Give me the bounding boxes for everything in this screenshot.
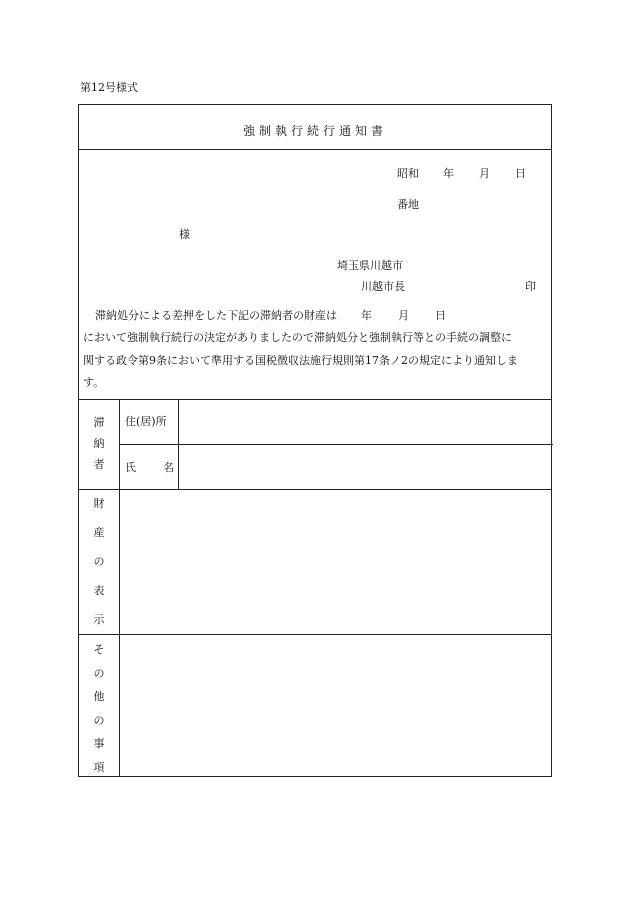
date-month: 月 [479,167,490,180]
delinquent-label [79,414,119,477]
property-char-4: 表 [93,584,105,597]
name-label-1: 氏 [125,461,136,474]
property-char-2: 産 [93,526,105,539]
delinquent-char-2: 納 [93,437,105,450]
notice-year: 年 [361,309,372,322]
other-char-4: の [93,713,105,727]
property-other-divider [79,634,551,635]
other-label [79,641,119,782]
other-char-6: 項 [93,760,105,774]
delinquent-property-divider [79,489,551,490]
notice-day: 日 [435,309,446,322]
notice-line-1-text: 滞納処分による差押をした下記の滞納者の財産は [95,309,337,322]
address-name-divider [119,444,553,445]
notice-form [78,104,552,777]
issuer-title: 川越市長 [361,280,405,293]
name-label-2: 名 [163,461,174,474]
form-title: 強制執行続行通知書 [242,124,387,138]
other-char-1: そ [93,643,105,656]
seal-mark: 印 [525,280,536,293]
address-label: 住(居)所 [125,415,167,428]
property-label [79,495,119,640]
property-char-5: 示 [93,613,105,626]
property-char-1: 財 [93,497,105,510]
notice-line-2: において強制執行続行の決定がありましたので滞納処分と強制執行等との手続の調整に [83,331,512,344]
delinquent-char-3: 者 [93,458,105,471]
notice-line-3: 関する政令第9条において準用する国税徴収法施行規則第17条ノ2の規定により通知しま [83,354,518,367]
property-char-3: の [93,555,105,568]
issuer-organization: 埼玉県川越市 [337,259,403,272]
notice-line-1 [95,310,446,321]
label-column-divider [119,399,120,777]
notice-month: 月 [398,309,409,322]
title-divider [79,149,551,150]
document-number: 番地 [397,198,419,211]
other-char-3: 他 [93,690,105,703]
other-char-5: 事 [93,737,105,750]
date-year: 年 [443,167,454,180]
addressee-suffix: 様 [179,228,190,241]
date-day: 日 [515,167,526,180]
date-era: 昭和 [397,167,419,180]
table-top-line [79,399,551,400]
delinquent-char-1: 滞 [93,416,105,429]
notice-line-4: す。 [83,376,105,389]
form-number: 第12号様式 [80,81,138,94]
other-char-2: の [93,666,105,680]
